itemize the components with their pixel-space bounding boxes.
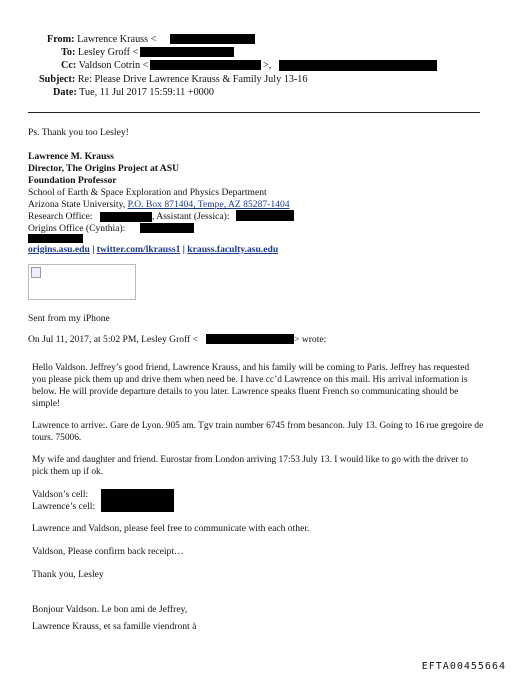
date-value: Tue, 11 Jul 2017 15:59:11 +0000 (79, 87, 214, 98)
subject-label: Subject: (39, 74, 76, 85)
paragraph-3: My wife and daughter and friend. Eurostar from London arriving 17:53 July 13. I would like to go with the driver to pick them up if ok. (32, 455, 469, 478)
to-row (61, 46, 138, 59)
paragraph-1: Hello Valdson. Jeffrey’s good friend, Lawrence Krauss, and his family will be coming to Paris. Jeffrey has requested you please pick them up and drive them when need be. I have cc’d Lawrence on this mail. His arrival information is below. He will provide departure details to you later. Lawrence speaks fluent French so communicating should be simple! (32, 363, 470, 410)
university-name: Arizona State University, (28, 199, 128, 210)
paragraph-4: Lawrence and Valdson, please feel free to communicate with each other. (32, 523, 310, 534)
redaction-to (140, 47, 234, 57)
signature-links (28, 244, 278, 256)
cc-row (61, 59, 148, 72)
valdson-cell-label: Valdson’s cell: (32, 489, 89, 500)
paragraph-5: Valdson, Please confirm back receipt… (32, 546, 184, 557)
cc-label: Cc: (61, 60, 77, 71)
from-value: Lawrence Krauss < (77, 34, 157, 45)
from-row (47, 33, 156, 46)
document-id: EFTA00455664 (421, 661, 506, 672)
redaction-origins-office (140, 223, 194, 233)
cc-separator: >, (263, 60, 272, 71)
subject-row (39, 73, 308, 86)
signature-title-2: Foundation Professor (28, 175, 117, 186)
origins-link[interactable]: origins.asu.edu (28, 244, 90, 255)
signature-department: School of Earth & Space Exploration and Physics Department (28, 187, 267, 198)
signature-name: Lawrence M. Krauss (28, 151, 114, 162)
research-office-label: Research Office: (28, 211, 93, 222)
french-line-1: Bonjour Valdson. Le bon ami de Jeffrey, (32, 604, 188, 615)
sent-from-line: Sent from my iPhone (28, 313, 110, 324)
redaction-assistant (236, 210, 294, 221)
address-link[interactable]: P.O. Box 871404, Tempe, AZ 85287-1404 (127, 199, 290, 210)
redaction-quote-email (206, 334, 294, 344)
redaction-cc-1 (150, 60, 261, 70)
redaction-research-office (100, 212, 152, 222)
from-label: From: (47, 34, 75, 45)
link-separator-2: | (180, 244, 188, 255)
redaction-cell-numbers (101, 489, 174, 512)
twitter-link[interactable]: twitter.com/lkrauss1 (96, 244, 181, 255)
signature-title-1: Director, The Origins Project at ASU (28, 163, 179, 174)
date-row (53, 86, 214, 99)
ps-line: Ps. Thank you too Lesley! (28, 127, 129, 138)
to-value: Lesley Groff < (77, 47, 139, 58)
redaction-extra-line (28, 234, 83, 243)
date-label: Date: (53, 87, 77, 98)
faculty-link[interactable]: krauss.faculty.asu.edu (187, 244, 279, 255)
broken-image-icon (31, 267, 41, 278)
origins-office-label: Origins Office (Cynthia): (28, 223, 126, 234)
quote-intro: On Jul 11, 2017, at 5:02 PM, Lesley Groff < (28, 334, 199, 345)
link-separator-1: | (89, 244, 97, 255)
cc-value: Valdson Cotrin < (78, 60, 149, 71)
paragraph-6: Thank you, Lesley (32, 569, 104, 580)
assistant-label: , Assistant (Jessica): (152, 211, 230, 222)
french-line-2: Lawrence Krauss, et sa famille viendront à (32, 621, 197, 632)
broken-image-placeholder (28, 264, 136, 300)
redaction-from (170, 34, 255, 44)
lawrence-cell-label: Lawrence’s cell: (32, 501, 96, 512)
subject-value: Re: Please Drive Lawrence Krauss & Family July 13-16 (77, 74, 308, 85)
paragraph-2: Lawrence to arrive:. Gare de Lyon. 905 am. Tgv train number 6745 from besancon. July 13. Going to 16 rue gregoire de tours. 75006. (32, 421, 484, 444)
header-divider (28, 112, 480, 113)
redaction-cc-2 (279, 60, 437, 71)
to-label: To: (61, 47, 76, 58)
quote-intro-end: > wrote: (294, 334, 327, 345)
